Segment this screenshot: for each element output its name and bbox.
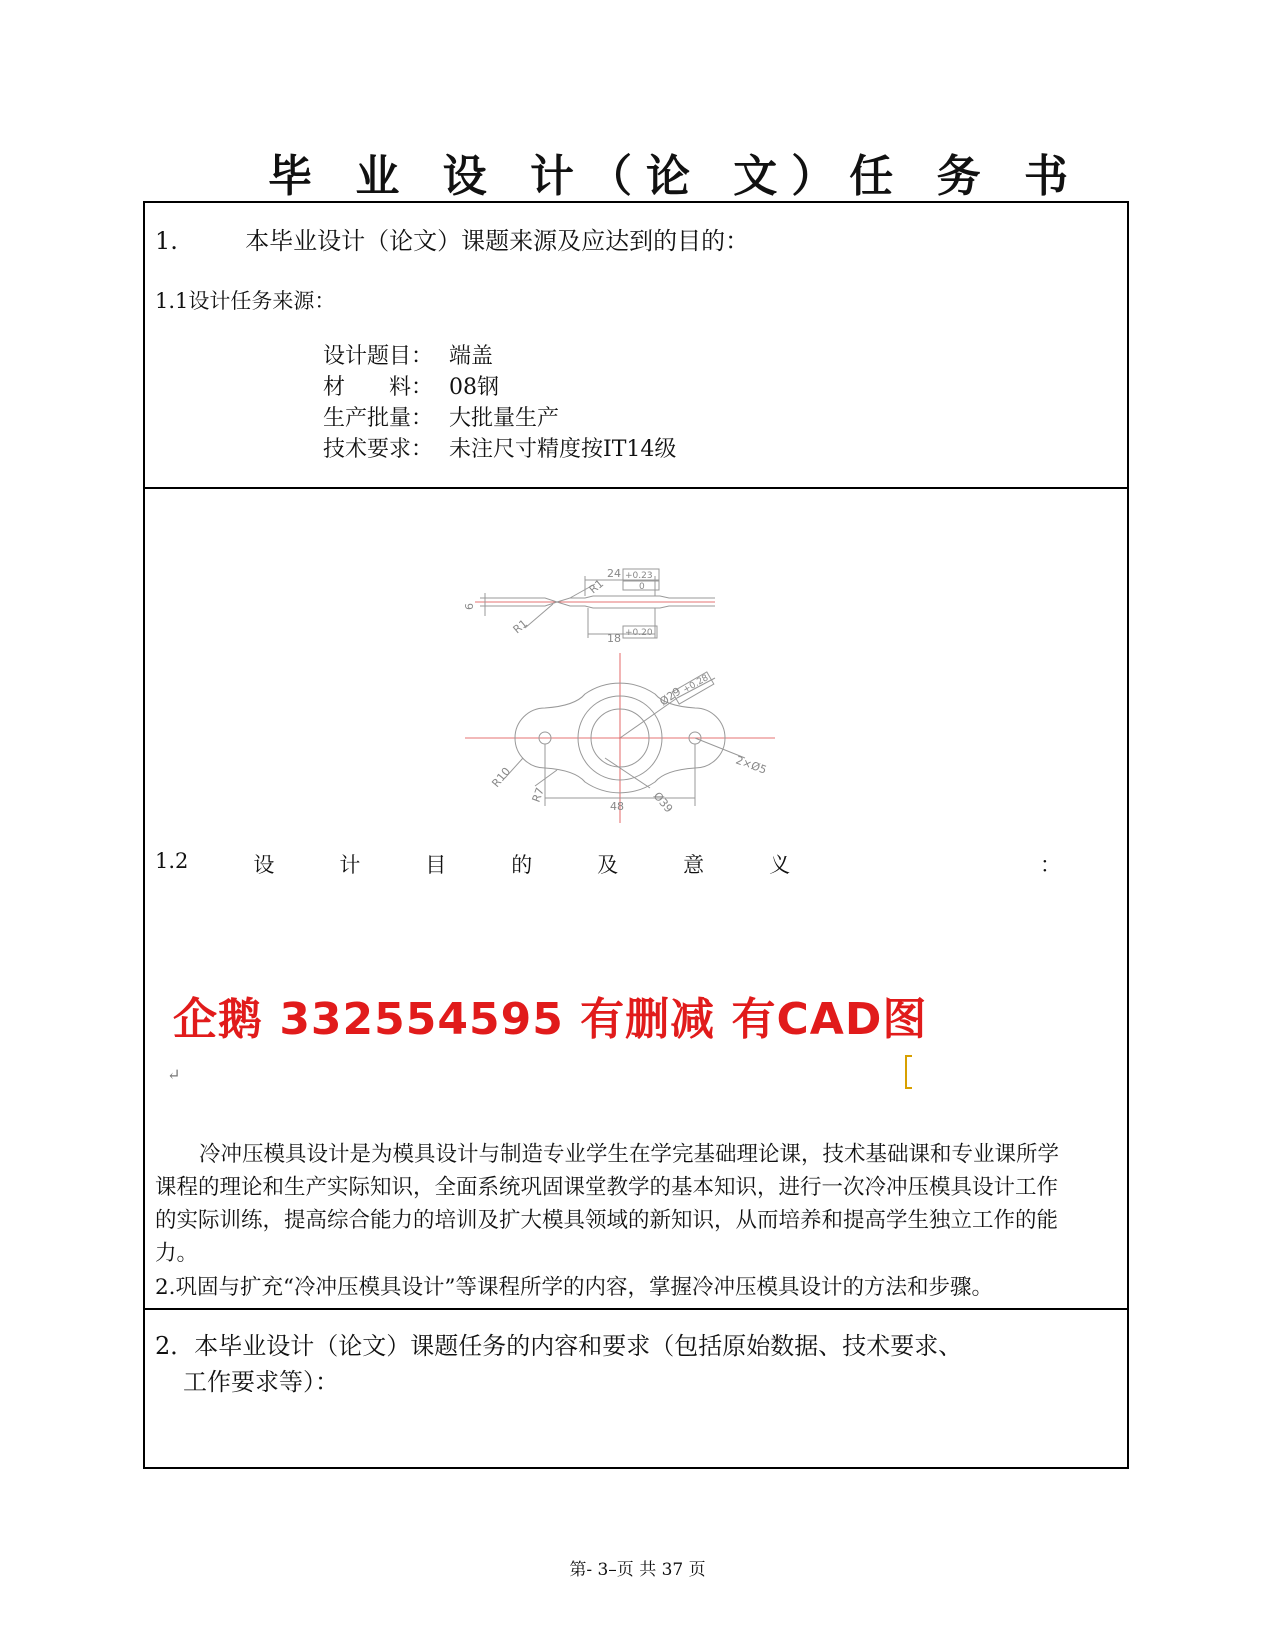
dim-39: Ø39 xyxy=(650,789,676,816)
label-char: 意 xyxy=(683,853,705,877)
task-table xyxy=(143,201,1129,1469)
divider xyxy=(145,487,1127,489)
section1-heading xyxy=(155,221,749,256)
label-char: 的 xyxy=(511,853,533,877)
field-value: 大批量生产 xyxy=(449,406,560,431)
label-char: 计 xyxy=(339,853,361,877)
field-batch xyxy=(323,403,676,434)
field-value: 08钢 xyxy=(449,375,499,400)
design-fields xyxy=(323,341,676,465)
section2-line1: 2．本毕业设计（论文）课题任务的内容和要求（包括原始数据、技术要求、 xyxy=(155,1332,963,1360)
dim-r1-top: R1 xyxy=(586,576,607,597)
leader-line xyxy=(525,604,553,628)
dim-18: 18 xyxy=(607,632,621,645)
field-value: 端盖 xyxy=(449,344,494,369)
tol-29: +0.28 xyxy=(681,673,711,696)
field-label: 技术要求： xyxy=(323,437,434,462)
dim-24: 24 xyxy=(607,567,621,580)
text-cursor xyxy=(905,1055,912,1089)
dim-r7: R7 xyxy=(529,785,547,805)
dim-holes: 2×Ø5 xyxy=(733,753,769,777)
tol-top: +0.23 xyxy=(625,571,653,581)
divider xyxy=(145,1308,1127,1310)
document-title: 毕 业 设 计（论 文）任 务 书 xyxy=(268,151,1082,202)
part-drawing xyxy=(445,558,885,848)
purpose-point-2: 2.巩固与扩充“冷冲压模具设计”等课程所学的内容，掌握冷冲压模具设计的方法和步骤。 xyxy=(155,1275,994,1300)
dim-48: 48 xyxy=(610,800,624,813)
dim-r1-bottom: R1 xyxy=(510,616,531,637)
dim-6: 6 xyxy=(463,603,476,610)
label-char: 及 xyxy=(597,853,619,877)
dim-r10: R10 xyxy=(489,764,514,790)
tol-mid: +0.20 xyxy=(625,628,653,638)
field-topic xyxy=(323,341,676,372)
profile-lower xyxy=(480,602,715,608)
label-char: 设 xyxy=(253,853,275,877)
field-tech xyxy=(323,434,676,465)
field-material xyxy=(323,372,676,403)
paragraph-mark-icon: ↵ xyxy=(167,1065,181,1084)
field-label: 设计题目： xyxy=(323,344,434,369)
label-char: 目 xyxy=(425,853,447,877)
field-value: 未注尺寸精度按IT14级 xyxy=(449,437,677,462)
label-colon: ： xyxy=(1039,853,1061,877)
section1-title: 本毕业设计（论文）课题来源及应达到的目的： xyxy=(245,227,750,255)
subsection-1-2 xyxy=(155,849,1061,879)
label-char: 义 xyxy=(769,853,791,877)
field-label: 材 料： xyxy=(323,375,434,400)
label-num: 1.2 xyxy=(155,849,189,873)
subsection-1-1: 1.1设计任务来源： xyxy=(155,289,336,313)
section1-number: 1. xyxy=(155,227,178,255)
page-footer: 第- 3–页 共 37 页 xyxy=(569,1560,706,1580)
purpose-paragraph: 冷冲压模具设计是为模具设计与制造专业学生在学完基础理论课，技术基础课和专业课所学课程的理论和生产实际知识，全面系统巩固课堂教学的基本知识，进行一次冷冲压模具设计工作的实际训练，提高综合能力的培训及扩大模具领域的新知识，从而培养和提高学生独立工作的能力。 xyxy=(155,1142,1060,1266)
contact-watermark: 企鹅 332554595 有删减 有CAD图 xyxy=(173,994,928,1045)
section2-line2: 工作要求等）： xyxy=(183,1368,339,1396)
field-label: 生产批量： xyxy=(323,406,434,431)
profile-upper xyxy=(480,596,715,602)
tol-top-lower: 0 xyxy=(639,582,645,592)
dim-29: Ø29 xyxy=(657,684,684,709)
leader-line xyxy=(535,770,557,786)
